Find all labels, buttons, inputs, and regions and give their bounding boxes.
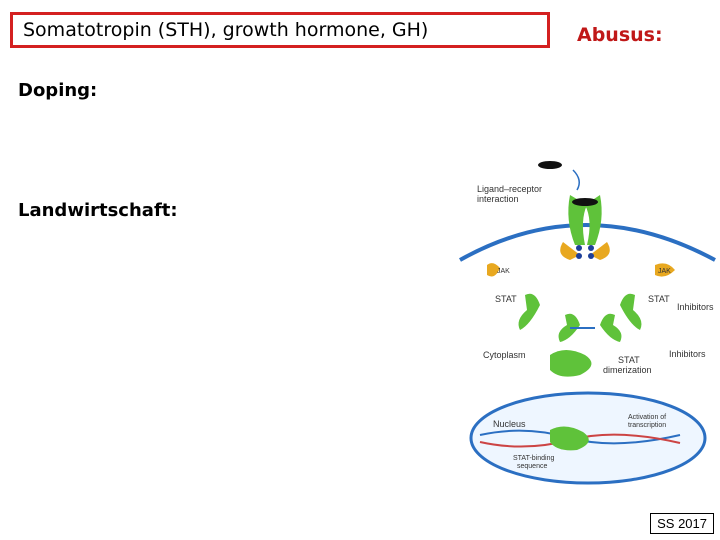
semester-footer: SS 2017 [650,513,714,534]
stat-binding-label-2: sequence [517,463,548,470]
jak-stat-pathway-diagram [455,150,720,485]
cytoplasm-label: Cytoplasm [483,350,526,360]
stat-right-icon [620,294,641,330]
jak-left-label: JAK [497,268,510,275]
stat-binding-label-1: STAT-binding [513,455,555,462]
nucleus-label: Nucleus [493,419,526,429]
stat-dimerization-label-1: STAT [618,355,640,365]
doping-label: Doping: [18,80,98,101]
bound-ligand-icon [572,198,598,206]
landwirtschaft-label: Landwirtschaft: [18,200,178,221]
jak-right-label: JAK [658,268,671,275]
ligand-arrow [573,170,579,190]
stat-dimerization-label-2: dimerization [603,365,652,375]
inhibitors-top-label: Inhibitors [677,302,714,312]
ligand-icon [538,161,562,169]
interaction-label: interaction [477,194,519,204]
slide-title: Somatotropin (STH), growth hormone, GH) [23,19,429,41]
stat-right-label: STAT [648,294,670,304]
activation-label-1: Activation of [628,414,667,421]
stat-dimer-icon [550,350,591,377]
activation-label-2: transcription [628,422,667,429]
stat-middle-right-icon [600,314,621,342]
ligand-receptor-label: Ligand–receptor [477,184,543,194]
stat-left-label: STAT [495,294,517,304]
abusus-label: Abusus: [577,24,663,46]
slide-title-box [10,12,550,48]
cell-membrane [460,225,715,260]
inhibitors-bottom-label: Inhibitors [669,349,706,359]
stat-left-icon [519,294,540,330]
